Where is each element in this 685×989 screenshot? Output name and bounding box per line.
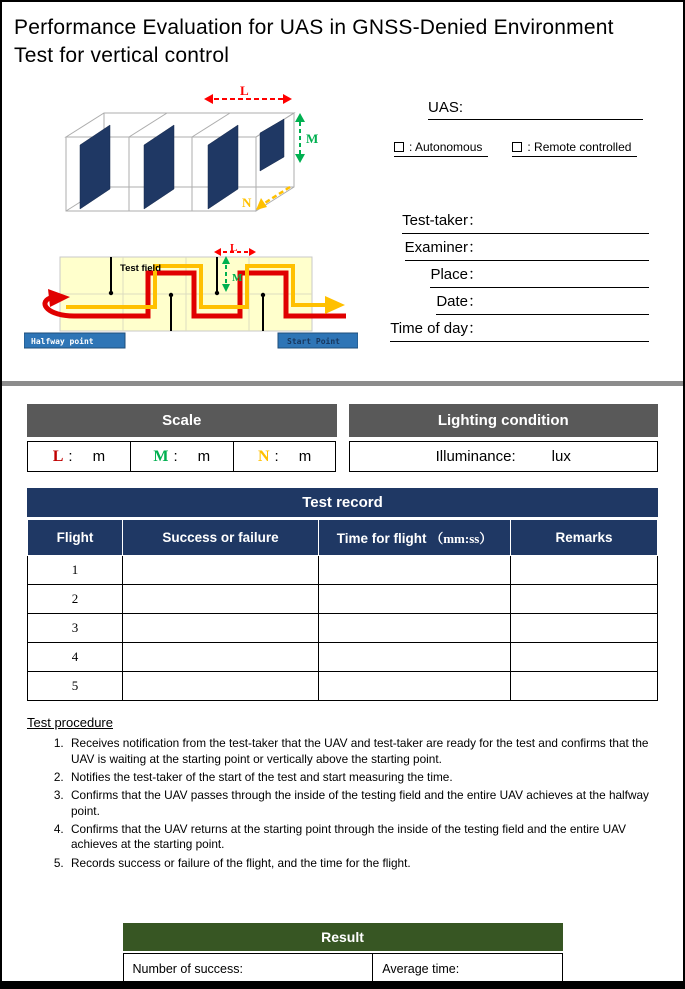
dimension-N-arrow [242, 187, 290, 210]
flight-number-cell: 1 [28, 556, 123, 585]
record-row-2 [28, 585, 658, 614]
scale-colon: : [173, 448, 178, 466]
average-time-label: Average time: [382, 961, 460, 976]
record-row-3 [28, 614, 658, 643]
start-point-label: Start Point [287, 337, 340, 347]
top-section [2, 73, 683, 363]
field-row-examiner [370, 234, 649, 261]
record-row-1 [28, 556, 658, 585]
section-divider [2, 381, 683, 386]
result-section [123, 923, 563, 984]
uas-blank-line[interactable] [463, 99, 643, 116]
field-blank-line[interactable] [483, 290, 649, 311]
info-fields [370, 207, 649, 342]
dimension-M-label: M [306, 131, 319, 147]
scale-letter-M: M [153, 447, 169, 465]
col-header-time-suffix: （mm:ss） [430, 531, 493, 547]
field-label: Examiner： [404, 239, 483, 257]
dimension-L-arrow [204, 83, 292, 104]
record-cell[interactable] [319, 556, 511, 585]
record-cell[interactable] [319, 614, 511, 643]
record-row-5 [28, 672, 658, 701]
procedure-item: 5. Records success or failure of the flight, and the time for the flight. [67, 856, 658, 871]
course-top-view-diagram [24, 243, 358, 363]
illuminance-label: Illuminance: [435, 448, 516, 466]
scale-cell-M[interactable] [130, 441, 234, 472]
col-header-time-text: Time for flight [336, 531, 427, 547]
procedure-heading: Test procedure [27, 715, 113, 731]
mode-option-label: : Autonomous [409, 140, 483, 155]
field-L-arrow [214, 243, 256, 256]
record-row-4 [28, 643, 658, 672]
flight-number-cell: 4 [28, 643, 123, 672]
test-field-label: Test field [120, 263, 161, 275]
field-label: Date： [436, 293, 483, 311]
test-record-section [27, 488, 658, 701]
field-row-time-of-day [370, 315, 649, 342]
flight-number-cell: 2 [28, 585, 123, 614]
uas-label: UAS: [428, 99, 464, 117]
record-cell[interactable] [511, 672, 658, 701]
field-M-label: M [232, 272, 243, 285]
illuminance-unit: lux [551, 448, 571, 466]
col-header-success: Success or failure [123, 520, 319, 556]
start-point-bar [278, 333, 358, 348]
lighting-section [349, 404, 659, 472]
scale-cells [27, 441, 337, 472]
field-label: Place： [430, 266, 483, 284]
record-cell[interactable] [319, 585, 511, 614]
page-bottom-rule [2, 981, 683, 987]
procedure-list [27, 736, 658, 871]
scale-cell-N[interactable] [233, 441, 337, 472]
test-procedure-section [27, 715, 658, 871]
record-cell[interactable] [123, 643, 319, 672]
record-cell[interactable] [123, 614, 319, 643]
checkbox-icon[interactable] [512, 142, 522, 152]
average-time-cell[interactable] [372, 953, 562, 984]
field-label: Test-taker： [402, 212, 483, 230]
field-row-place [370, 261, 649, 288]
return-arrowhead [325, 296, 345, 314]
header-form-column [370, 73, 683, 363]
blue-wall-panels [80, 119, 284, 209]
result-header: Result [123, 923, 563, 951]
field-row-date [370, 288, 649, 315]
procedure-item: 4. Confirms that the UAV returns at the starting point through the inside of the testing field and the entire UAV achieves at the starting point. [67, 822, 658, 853]
scale-unit: m [298, 448, 312, 466]
illuminance-cell[interactable] [349, 441, 659, 472]
field-blank-line[interactable] [483, 263, 649, 284]
scale-unit: m [92, 448, 106, 466]
scale-section [27, 404, 337, 472]
title-line-2: Test for vertical control [14, 43, 230, 67]
dimension-N-label: N [242, 195, 252, 211]
scale-lighting-row [27, 404, 658, 472]
procedure-item: 2. Notifies the test-taker of the start of the test and start measuring the time. [67, 770, 658, 785]
scale-unit: m [197, 448, 211, 466]
uas-field-row [428, 99, 643, 120]
scale-colon: : [274, 448, 279, 466]
field-blank-line[interactable] [483, 317, 649, 338]
scale-colon: : [68, 448, 73, 466]
number-of-success-cell[interactable] [123, 953, 374, 984]
record-cell[interactable] [511, 585, 658, 614]
record-cell[interactable] [123, 672, 319, 701]
title-line-1: Performance Evaluation for UAS in GNSS-Denied Environment [14, 16, 614, 39]
procedure-item: 3. Confirms that the UAV passes through the inside of the testing field and the entire UAV achieves at the halfway point. [67, 788, 658, 819]
record-cell[interactable] [511, 614, 658, 643]
field-blank-line[interactable] [483, 209, 649, 230]
page-title [2, 2, 683, 69]
result-cells [123, 953, 563, 984]
diagram-column [2, 73, 370, 363]
field-label: Time of day： [390, 320, 483, 338]
mode-option-remote[interactable] [512, 140, 637, 157]
col-header-remarks: Remarks [511, 520, 658, 556]
dimension-L-label: L [240, 83, 249, 99]
flight-number-cell: 3 [28, 614, 123, 643]
mode-option-autonomous[interactable] [394, 140, 488, 157]
record-cell[interactable] [319, 672, 511, 701]
scale-letter-N: N [257, 447, 270, 465]
scale-cell-L[interactable] [27, 441, 131, 472]
record-cell[interactable] [511, 643, 658, 672]
scale-header: Scale [27, 404, 337, 437]
test-record-table [27, 519, 658, 701]
record-cell[interactable] [511, 556, 658, 585]
field-blank-line[interactable] [483, 236, 649, 257]
halfway-point-bar [24, 333, 125, 348]
record-cell[interactable] [123, 556, 319, 585]
mode-options-row [394, 140, 649, 157]
number-of-success-label: Number of success: [132, 961, 243, 976]
checkbox-icon[interactable] [394, 142, 404, 152]
lighting-header: Lighting condition [349, 404, 659, 437]
col-header-time [319, 520, 511, 556]
mode-option-label: : Remote controlled [527, 140, 632, 155]
record-header-row [28, 520, 658, 556]
dimension-M-arrow [295, 113, 318, 163]
test-record-title: Test record [27, 488, 658, 517]
field-L-label: L [230, 243, 238, 255]
record-cell[interactable] [319, 643, 511, 672]
procedure-item: 1. Receives notification from the test-taker that the UAV and test-taker are ready for the test and confirms that the UAV is waiting at the starting point or vertically above the starting point. [67, 736, 658, 767]
col-header-flight: Flight [28, 520, 123, 556]
iso-test-field-diagram [54, 83, 322, 231]
record-cell[interactable] [123, 585, 319, 614]
scale-letter-L: L [52, 447, 64, 465]
field-row-test-taker [370, 207, 649, 234]
halfway-point-label: Halfway point [31, 337, 94, 347]
flight-number-cell: 5 [28, 672, 123, 701]
